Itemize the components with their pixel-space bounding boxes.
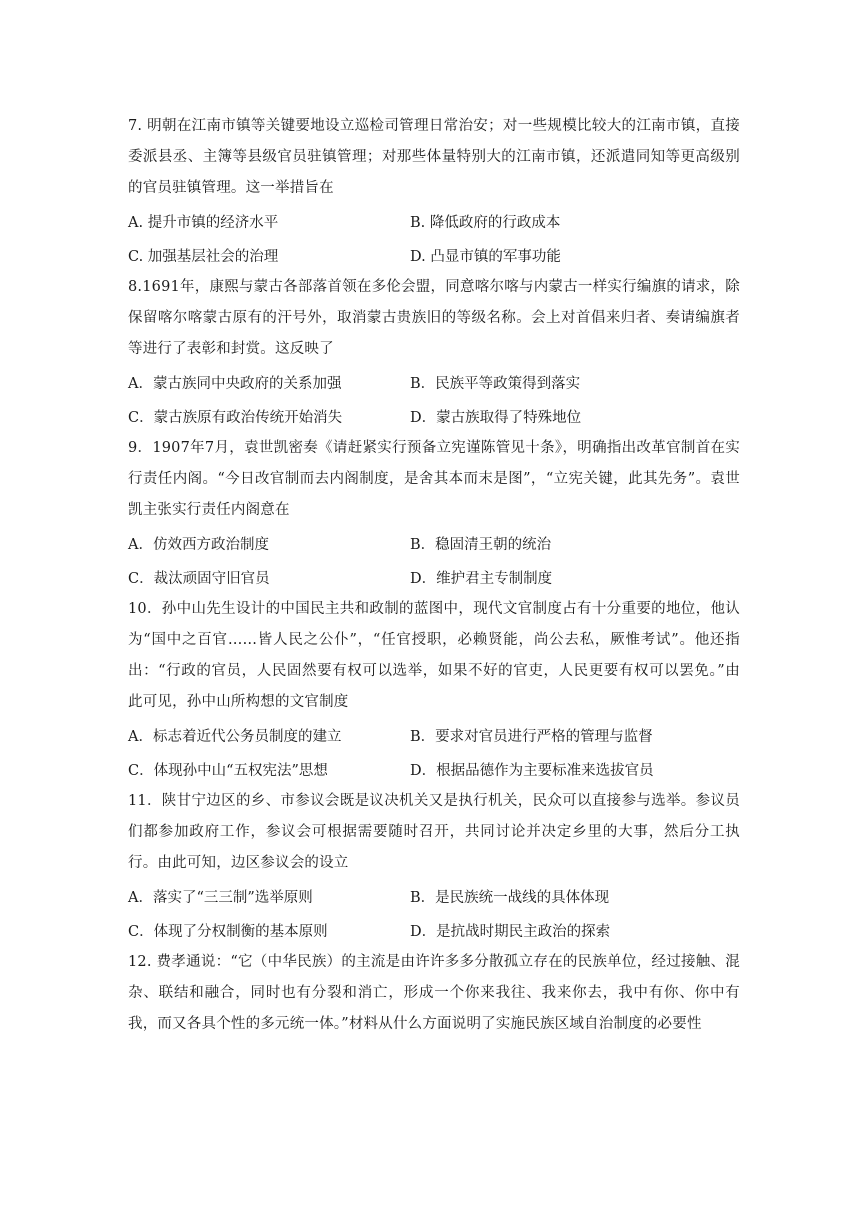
- question-8: [128, 272, 740, 433]
- option-row: [128, 718, 740, 752]
- answer-options: [128, 879, 740, 947]
- option-row: [128, 238, 740, 272]
- option-b: B．是民族统一战线的具体体现: [410, 889, 610, 906]
- option-b: B．要求对官员进行严格的管理与监督: [410, 728, 653, 745]
- question-stem: 9．1907年7月，袁世凯密奏《请赶紧实行预备立宪谨陈管见十条》，明确指出改革官制首在实行责任内阁。“今日改官制而去内阁制度，是舍其本而末是图”，“立宪关键，此其先务”。袁世凯主张实行责任内阁意在: [128, 440, 740, 518]
- answer-options: [128, 204, 740, 272]
- question-list: [128, 111, 740, 1040]
- option-c: C．裁汰顽固守旧官员: [128, 570, 270, 587]
- option-d: D．是抗战时期民主政治的探索: [410, 923, 611, 940]
- option-a: A. 提升市镇的经济水平: [128, 214, 279, 231]
- option-c: C．体现孙中山“五权宪法”思想: [128, 762, 328, 779]
- option-row: [128, 913, 740, 947]
- question-11: [128, 786, 740, 947]
- question-9: [128, 433, 740, 594]
- option-row: [128, 365, 740, 399]
- option-a: A．落实了“三三制”选举原则: [128, 889, 313, 906]
- answer-options: [128, 365, 740, 433]
- option-row: [128, 399, 740, 433]
- answer-options: [128, 718, 740, 786]
- option-b: B．稳固清王朝的统治: [410, 536, 552, 553]
- option-row: [128, 526, 740, 560]
- option-d: D. 凸显市镇的军事功能: [410, 248, 561, 265]
- option-a: A．标志着近代公务员制度的建立: [128, 728, 342, 745]
- option-b: B．民族平等政策得到落实: [410, 375, 581, 392]
- question-stem: 10．孙中山先生设计的中国民主共和政制的蓝图中，现代文官制度占有十分重要的地位，他认 为“国中之百官……皆人民之公仆”，“任官授职，必赖贤能，尚公去私，厥惟考试”。他还指出：“行政的官员，人民固然要有权可以选举，如果不好的官吏，人民更要有权可以罢免。”由 此可见，孙中山所构想的文官制度: [128, 601, 740, 710]
- option-d: D．蒙古族取得了特殊地位: [410, 409, 582, 426]
- option-a: A．蒙古族同中央政府的关系加强: [128, 375, 342, 392]
- option-b: B. 降低政府的行政成本: [410, 214, 561, 231]
- option-c: C．蒙古族原有政治传统开始消失: [128, 409, 343, 426]
- question-stem: 12. 费孝通说：“它（中华民族）的主流是由许许多多分散孤立存在的民族单位，经过接触、混杂、联结和融合，同时也有分裂和消亡，形成一个你来我往、我来你去，我中有你、你中有我，而又各具个性的多元统一体。”材料从什么方面说明了实施民族区域自治制度的必要性: [128, 954, 740, 1032]
- option-a: A．仿效西方政治制度: [128, 536, 269, 553]
- option-row: [128, 204, 740, 238]
- option-c: C. 加强基层社会的治理: [128, 248, 279, 265]
- question-12: [128, 947, 740, 1040]
- question-7: [128, 111, 740, 272]
- option-row: [128, 752, 740, 786]
- question-10: [128, 594, 740, 786]
- option-row: [128, 879, 740, 913]
- question-stem: 8.1691年，康熙与蒙古各部落首领在多伦会盟，同意喀尔喀与内蒙古一样实行编旗的请求，除保留喀尔喀蒙古原有的汗号外，取消蒙古贵族旧的等级名称。会上对首倡来归者、奏请编旗者等进行了表彰和封赏。这反映了: [128, 279, 740, 357]
- option-d: D．根据品德作为主要标准来选拔官员: [410, 762, 654, 779]
- option-row: [128, 560, 740, 594]
- answer-options: [128, 526, 740, 594]
- option-c: C．体现了分权制衡的基本原则: [128, 923, 328, 940]
- option-d: D．维护君主专制制度: [410, 570, 553, 587]
- question-stem: 7. 明朝在江南市镇等关键要地设立巡检司管理日常治安；对一些规模比较大的江南市镇，直接委派县丞、主簿等县级官员驻镇管理；对那些体量特别大的江南市镇，还派遣同知等更高级别的官员驻镇管理。这一举措旨在: [128, 118, 740, 196]
- question-stem: 11．陕甘宁边区的乡、市参议会既是议决机关又是执行机关，民众可以直接参与选举。参议员们都参加政府工作，参议会可根据需要随时召开，共同讨论并决定乡里的大事，然后分工执行。由此可知，边区参议会的设立: [128, 793, 740, 871]
